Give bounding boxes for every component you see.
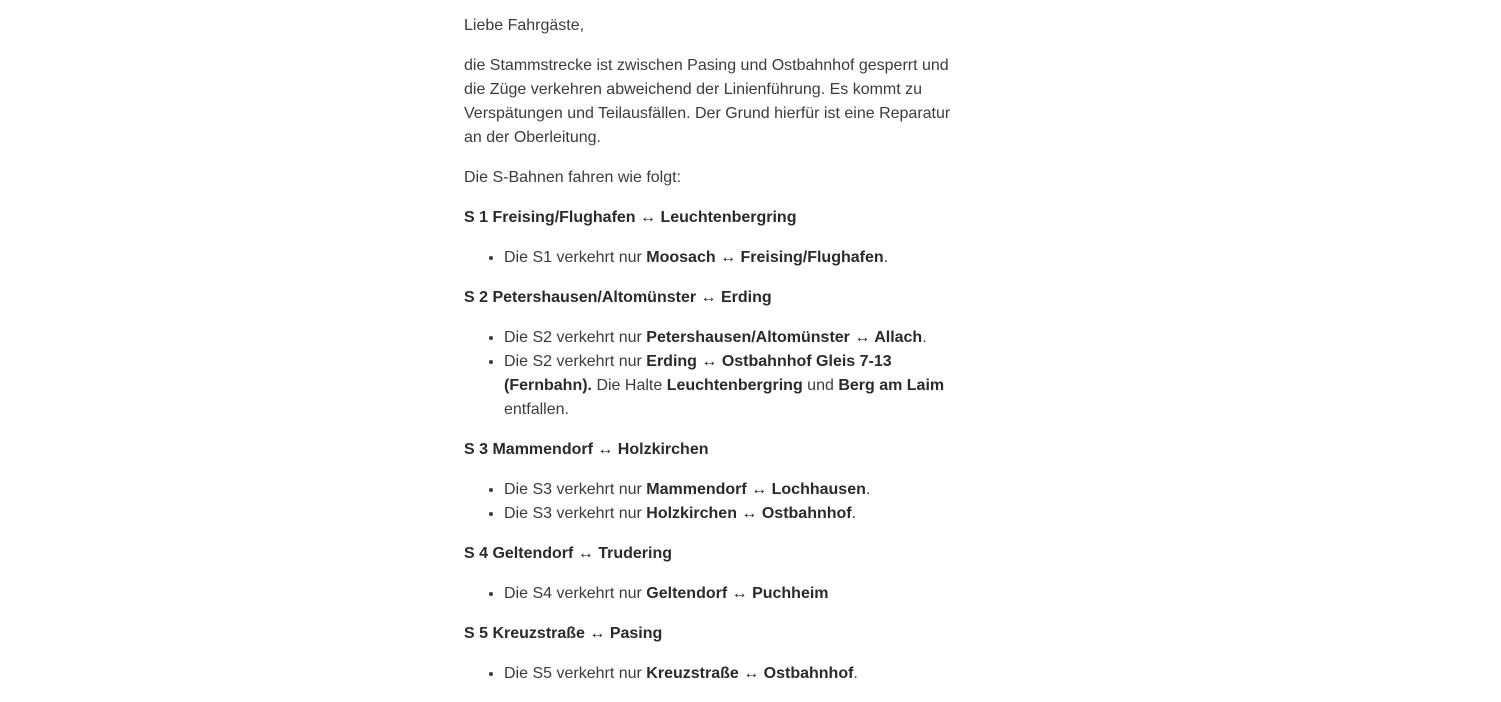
line-list-s2 (464, 326, 954, 422)
notice-content (464, 14, 954, 702)
list-item: • Die S2 verkehrt nur Petershausen/Altomünster ↔ Allach. (504, 326, 954, 350)
line-heading-s2: S 2 Petershausen/Altomünster ↔ Erding (464, 289, 772, 306)
list-item: • Die S4 verkehrt nur Geltendorf ↔ Puchheim (504, 582, 954, 606)
line-heading-s5: S 5 Kreuzstraße ↔ Pasing (464, 625, 663, 642)
list-item: • Die S3 verkehrt nur Mammendorf ↔ Lochhausen. (504, 478, 954, 502)
list-item: • Die S3 verkehrt nur Holzkirchen ↔ Ostbahnhof. (504, 502, 954, 526)
lead-paragraph: Die S-Bahnen fahren wie folgt: (464, 169, 682, 186)
line-heading-s3: S 3 Mammendorf ↔ Holzkirchen (464, 441, 709, 458)
line-list-s4 (464, 582, 954, 606)
line-heading-s4: S 4 Geltendorf ↔ Trudering (464, 545, 673, 562)
line-heading-s1: S 1 Freising/Flughafen ↔ Leuchtenbergring (464, 209, 797, 226)
line-list-s1 (464, 246, 954, 270)
line-list-s5 (464, 662, 954, 686)
list-item: • Die S1 verkehrt nur Moosach ↔ Freising/Flughafen. (504, 246, 954, 270)
greeting: Liebe Fahrgäste, (464, 17, 585, 34)
intro-paragraph: die Stammstrecke ist zwischen Pasing und Ostbahnhof gesperrt und die Züge verkehren abweichend der Linienführung. Es kommt zu Verspätungen und Teilausfällen. Der Grund hierfür ist eine Reparatur an der Oberleitung. (464, 57, 951, 146)
list-item: • Die S2 verkehrt nur Erding ↔ Ostbahnhof Gleis 7-13 (Fernbahn). Die Halte Leuchtenbergring und Berg am Laim entfallen. (504, 350, 954, 422)
line-list-s3 (464, 478, 954, 526)
list-item: • Die S5 verkehrt nur Kreuzstraße ↔ Ostbahnhof. (504, 662, 954, 686)
